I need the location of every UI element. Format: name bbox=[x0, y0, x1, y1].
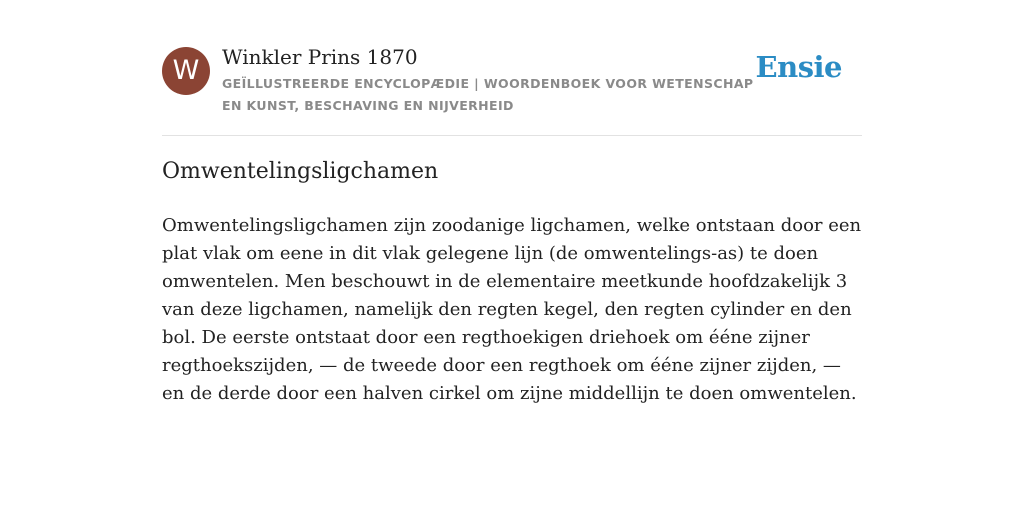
source-avatar[interactable]: W bbox=[162, 47, 210, 95]
source-title[interactable]: Winkler Prins 1870 bbox=[222, 45, 418, 69]
source-header bbox=[162, 44, 862, 136]
ensie-logo-link[interactable]: Ensie bbox=[755, 50, 842, 84]
article-body: Omwentelingsligchamen zijn zoodanige ligchamen, welke ontstaan door een plat vlak om eene in dit vlak gelegene lijn (de omwentelings-as) te doen omwentelen. Men beschouwt in de elementaire meetkunde hoofdzakelijk 3 van deze ligchamen, namelijk den regten kegel, den regten cylinder en den bol. De eerste ontstaat door een regthoekigen driehoek om ééne zijner regthoekszijden, — de tweede door een regthoek om ééne zijner zijden, — en de derde door een halven cirkel om zijne middellijn te doen omwentelen. bbox=[162, 215, 862, 404]
source-subtitle: GEÏLLUSTREERDE ENCYCLOPÆDIE | WOORDENBOEK VOOR WETENSCHAP EN KUNST, BESCHAVING EN NIJVERHEID bbox=[222, 76, 754, 113]
article-title: Omwentelingsligchamen bbox=[162, 159, 439, 184]
